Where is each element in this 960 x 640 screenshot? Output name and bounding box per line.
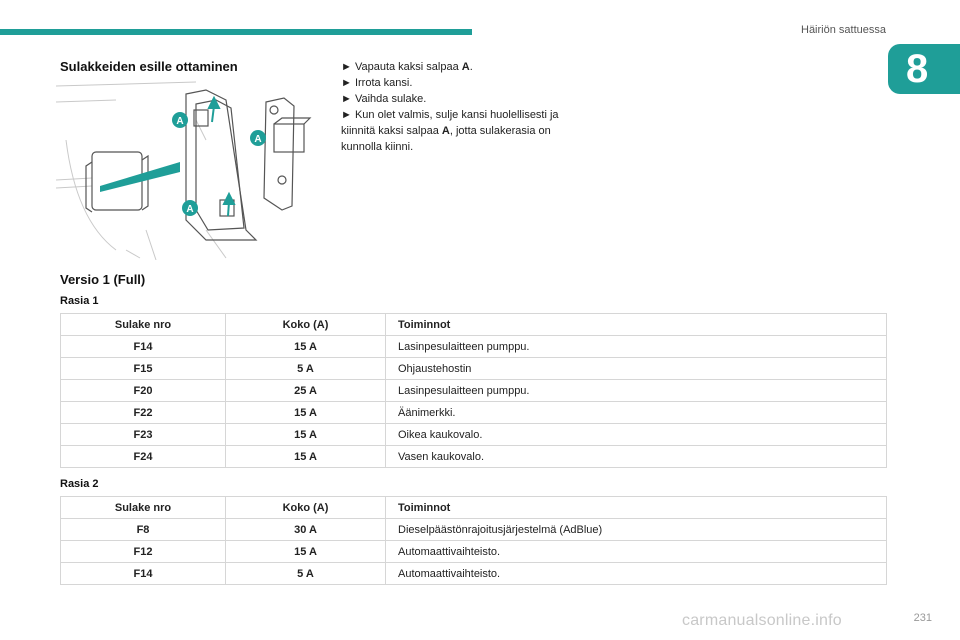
- table-row: [61, 446, 887, 468]
- box-1-title: Rasia 1: [60, 295, 99, 307]
- header-accent-bar: [0, 29, 472, 35]
- column-header-rating: Koko (A): [226, 497, 386, 519]
- function-cell: Lasinpesulaitteen pumppu.: [386, 380, 887, 402]
- fuse-number-cell: F12: [61, 541, 226, 563]
- table-row: [61, 424, 887, 446]
- rating-cell: 25 A: [226, 380, 386, 402]
- chapter-number-badge: 8: [888, 44, 960, 94]
- svg-text:A: A: [176, 116, 184, 127]
- fuse-number-cell: F23: [61, 424, 226, 446]
- step-text: .: [469, 61, 473, 73]
- step-text: A: [461, 61, 470, 73]
- table-row: [61, 541, 887, 563]
- table-row: [61, 358, 887, 380]
- box-2-title: Rasia 2: [60, 478, 99, 490]
- table-row: [61, 380, 887, 402]
- step-text: A: [441, 125, 450, 137]
- fuse-box-illustration: [56, 80, 318, 260]
- rating-cell: 5 A: [226, 563, 386, 585]
- bullet-arrow-icon: ►: [341, 77, 352, 89]
- fuse-table-box-2: [60, 496, 887, 585]
- table-row: [61, 563, 887, 585]
- bullet-arrow-icon: ►: [341, 93, 352, 105]
- column-header-functions: Toiminnot: [386, 314, 887, 336]
- instruction-step: [341, 91, 591, 107]
- step-text: , jotta sulakerasia on kunnolla kiinni.: [341, 125, 551, 153]
- table-row: [61, 402, 887, 424]
- fuse-number-cell: F8: [61, 519, 226, 541]
- svg-text:A: A: [254, 134, 262, 145]
- rating-cell: 15 A: [226, 336, 386, 358]
- fuse-number-cell: F15: [61, 358, 226, 380]
- instruction-step: [341, 59, 591, 75]
- rating-cell: 15 A: [226, 446, 386, 468]
- table-row: [61, 336, 887, 358]
- latch-label-a-3: [182, 200, 198, 216]
- fuse-number-cell: F20: [61, 380, 226, 402]
- column-header-fuse-number: Sulake nro: [61, 314, 226, 336]
- fuse-number-cell: F14: [61, 563, 226, 585]
- bullet-arrow-icon: ►: [341, 109, 352, 121]
- function-cell: Oikea kaukovalo.: [386, 424, 887, 446]
- fuse-number-cell: F22: [61, 402, 226, 424]
- function-cell: Automaattivaihteisto.: [386, 563, 887, 585]
- rating-cell: 30 A: [226, 519, 386, 541]
- step-text: Irrota kansi.: [354, 77, 413, 89]
- fuse-table-box-1: [60, 313, 887, 468]
- rating-cell: 15 A: [226, 424, 386, 446]
- instruction-step: [341, 75, 591, 91]
- page-number: 231: [913, 612, 932, 624]
- column-header-fuse-number: Sulake nro: [61, 497, 226, 519]
- function-cell: Lasinpesulaitteen pumppu.: [386, 336, 887, 358]
- column-header-functions: Toiminnot: [386, 497, 887, 519]
- section-title: Sulakkeiden esille ottaminen: [60, 59, 238, 74]
- chapter-title: Häiriön sattuessa: [801, 24, 886, 36]
- function-cell: Vasen kaukovalo.: [386, 446, 887, 468]
- latch-label-a-2: [250, 130, 266, 146]
- table-row: [61, 519, 887, 541]
- instruction-steps: [341, 59, 591, 155]
- latch-label-a-1: [172, 112, 188, 128]
- bullet-arrow-icon: ►: [341, 61, 352, 73]
- function-cell: Äänimerkki.: [386, 402, 887, 424]
- version-title: Versio 1 (Full): [60, 272, 146, 287]
- function-cell: Dieselpäästönrajoitusjärjestelmä (AdBlue): [386, 519, 887, 541]
- column-header-rating: Koko (A): [226, 314, 386, 336]
- step-text: Vapauta kaksi salpaa: [354, 61, 462, 73]
- fuse-number-cell: F24: [61, 446, 226, 468]
- function-cell: Automaattivaihteisto.: [386, 541, 887, 563]
- function-cell: Ohjaustehostin: [386, 358, 887, 380]
- instruction-step: [341, 107, 591, 155]
- rating-cell: 5 A: [226, 358, 386, 380]
- rating-cell: 15 A: [226, 402, 386, 424]
- step-text: Kun olet valmis, sulje kansi huolellisesti ja kiinnitä kaksi salpaa: [341, 109, 559, 137]
- fuse-number-cell: F14: [61, 336, 226, 358]
- rating-cell: 15 A: [226, 541, 386, 563]
- watermark: carmanualsonline.info: [682, 612, 842, 629]
- step-text: Vaihda sulake.: [354, 93, 427, 105]
- svg-text:A: A: [186, 204, 194, 215]
